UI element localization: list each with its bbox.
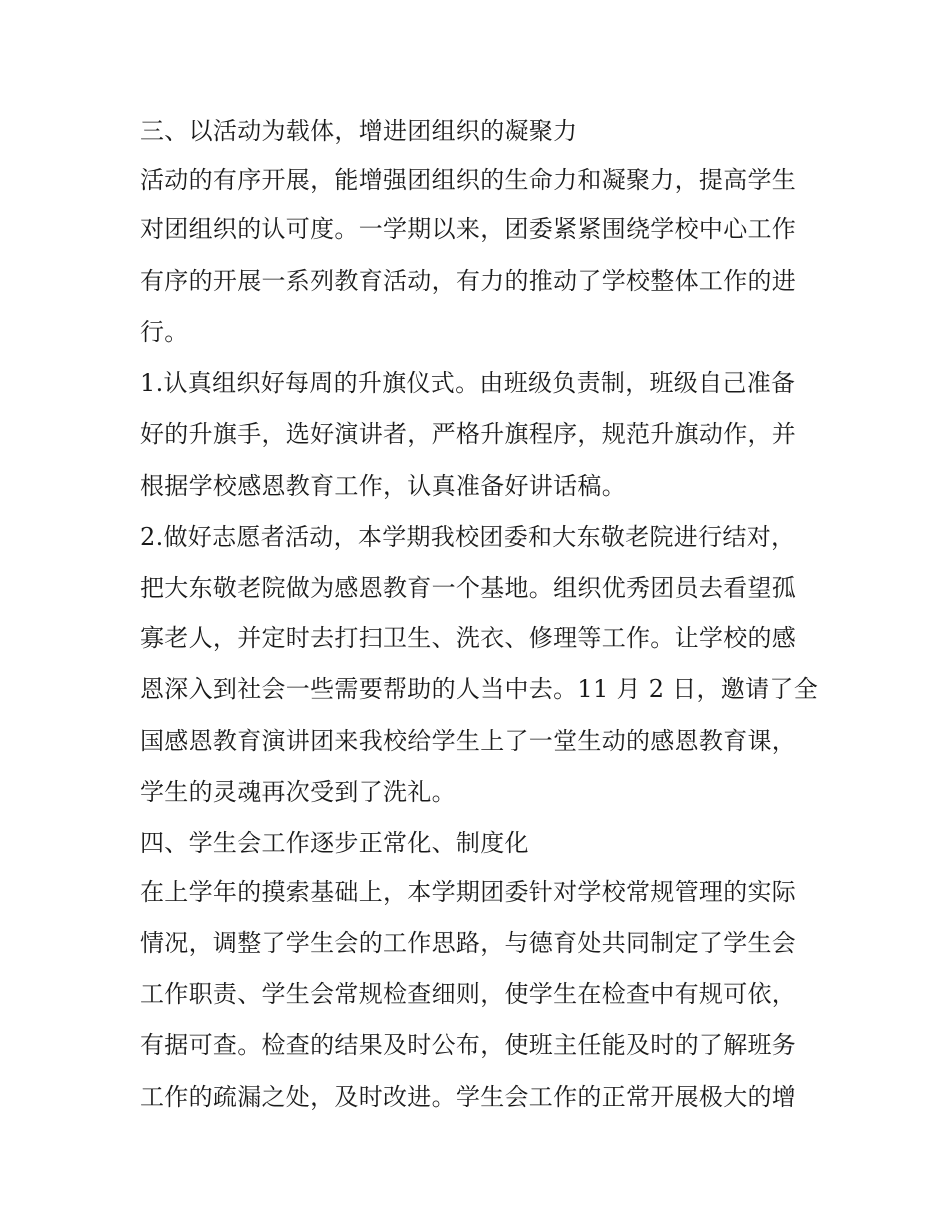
paragraph-line: 在上学年的摸索基础上，本学期团委针对学校常规管理的实际 bbox=[140, 878, 797, 906]
section-heading-4: 四、学生会工作逐步正常化、制度化 bbox=[140, 829, 529, 857]
list-item-2-line: 2.做好志愿者活动，本学期我校团委和大东敬老院进行结对， bbox=[140, 523, 796, 551]
paragraph-line: 行。 bbox=[140, 318, 189, 346]
paragraph-line: 工作的疏漏之处，及时改进。学生会工作的正常开展极大的增 bbox=[140, 1083, 797, 1111]
paragraph-line: 活动的有序开展，能增强团组织的生命力和凝聚力，提高学生 bbox=[140, 166, 797, 194]
list-item-2-line: 把大东敬老院做为感恩教育一个基地。组织优秀团员去看望孤 bbox=[140, 574, 797, 602]
paragraph-line: 情况，调整了学生会的工作思路，与德育处共同制定了学生会 bbox=[140, 929, 797, 957]
list-item-2-line: 国感恩教育演讲团来我校给学生上了一堂生动的感恩教育课， bbox=[140, 727, 797, 755]
paragraph-line: 有序的开展一系列教育活动，有力的推动了学校整体工作的进 bbox=[140, 267, 797, 295]
list-item-2-line: 恩深入到社会一些需要帮助的人当中去。11 月 2 日，邀请了全 bbox=[140, 675, 818, 703]
paragraph-line: 工作职责、学生会常规检查细则，使学生在检查中有规可依， bbox=[140, 980, 797, 1008]
list-item-1-line: 1.认真组织好每周的升旗仪式。由班级负责制，班级自己准备 bbox=[140, 369, 796, 397]
list-item-1-line: 根据学校感恩教育工作，认真准备好讲话稿。 bbox=[140, 472, 626, 500]
section-heading-3: 三、以活动为载体，增进团组织的凝聚力 bbox=[140, 117, 578, 145]
list-item-2-line: 寡老人，并定时去打扫卫生、洗衣、修理等工作。让学校的感 bbox=[140, 624, 797, 652]
list-item-1-line: 好的升旗手，选好演讲者，严格升旗程序，规范升旗动作，并 bbox=[140, 420, 797, 448]
paragraph-line: 对团组织的认可度。一学期以来，团委紧紧围绕学校中心工作 bbox=[140, 215, 797, 243]
list-item-2-line: 学生的灵魂再次受到了洗礼。 bbox=[140, 778, 456, 806]
paragraph-line: 有据可查。检查的结果及时公布，使班主任能及时的了解班务 bbox=[140, 1031, 797, 1059]
